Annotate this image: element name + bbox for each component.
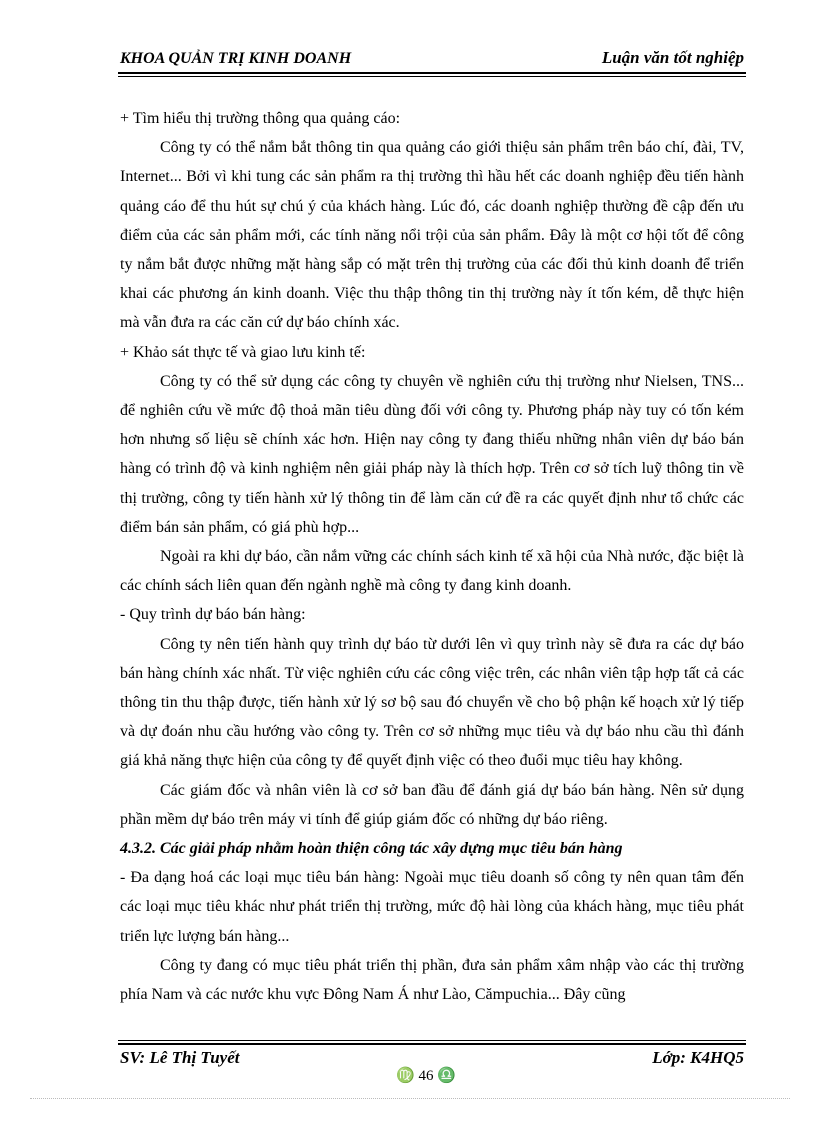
page-number-value: 46 xyxy=(418,1068,434,1084)
paragraph: Ngoài ra khi dự báo, cần nắm vững các chính sách kinh tế xã hội của Nhà nước, đặc biệt là các chính sách liên quan đến ngành nghề mà công ty đang kinh doanh. xyxy=(120,548,744,595)
paragraph: Công ty có thể sử dụng các công ty chuyên về nghiên cứu thị trường như Nielsen, TNS... để nghiên cứu về mức độ thoả mãn tiêu dùng đối với công ty. Phương pháp này tuy có tốn kém hơn nhưng số liệu sẽ chính xác hơn. Hiện nay công ty đang thiếu những nhân viên dự báo bán hàng có trình độ và kinh nghiệm nên giải pháp này là thích hợp. Trên cơ sở tích luỹ thông tin về thị trường, công ty tiến hành xử lý thông tin để làm căn cứ đề ra các quyết định như tổ chức các điểm bán sản phẩm, có giá phù hợp... xyxy=(120,372,744,536)
paragraph: - Quy trình dự báo bán hàng: xyxy=(120,606,306,624)
page-header xyxy=(120,46,746,72)
footer-student: SV: Lê Thị Tuyết xyxy=(120,1048,240,1067)
footer-rule xyxy=(118,1043,746,1045)
page-bottom-dotted-line xyxy=(30,1098,790,1099)
paragraph: + Khảo sát thực tế và giao lưu kinh tế: xyxy=(120,343,366,361)
paragraph: - Đa dạng hoá các loại mục tiêu bán hàng: Ngoài mục tiêu doanh số công ty nên quan tâm đến các loại mục tiêu khác như phát triển thị trường, mức độ hài lòng của khách hàng, mục tiêu phát triển lực lượng bán hàng... xyxy=(120,869,744,945)
header-rule-thin xyxy=(118,76,746,77)
paragraph: + Tìm hiểu thị trường thông qua quảng cáo: xyxy=(120,110,401,127)
paragraph: Công ty có thể nắm bắt thông tin qua quảng cáo giới thiệu sản phẩm trên báo chí, đài, TV, Internet... Bởi vì khi tung các sản phẩm ra thị trường thì hầu hết các doanh nghiệp đều tiến hành quảng cáo để thu hút sự chú ý của khách hàng. Lúc đó, các doanh nghiệp thường đề cập đến ưu điểm của các sản phẩm mới, các tính năng nổi trội của sản phẩm. Đây là một cơ hội tốt để công ty nắm bắt được những mặt hàng sắp có mặt trên thị trường của các đối thủ kinh doanh để triển khai các phương án kinh doanh. Việc thu thập thông tin thị trường này ít tốn kém, dễ thực hiện mà vẫn đưa ra các căn cứ dự báo chính xác. xyxy=(120,139,744,332)
header-faculty: KHOA QUẢN TRỊ KINH DOANH xyxy=(120,50,352,67)
header-rule xyxy=(118,72,746,74)
header-doc-type: Luận văn tốt nghiệp xyxy=(601,48,744,67)
virgo-icon: ♍ xyxy=(396,1068,415,1084)
page-number xyxy=(396,1066,456,1085)
paragraph: Công ty đang có mục tiêu phát triển thị phần, đưa sản phẩm xâm nhập vào các thị trường phía Nam và các nước khu vực Đông Nam Á như Lào, Cămpuchia... Đây cũng xyxy=(120,956,744,1004)
paragraph: Công ty nên tiến hành quy trình dự báo từ dưới lên vì quy trình này sẽ đưa ra các dự báo bán hàng chính xác nhất. Từ việc nghiên cứu các công việc trên, các nhân viên tập hợp tất cả các thông tin thu thập được, tiến hành xử lý sơ bộ sau đó chuyển về cho bộ phận kế hoạch xử lý tiếp và dự đoán nhu cầu hướng vào công ty. Trên cơ sở những mục tiêu và dự báo nhu cầu thì đánh giá khả năng thực hiện của công ty để quyết định việc có theo đuổi mục tiêu hay không. xyxy=(120,635,744,770)
footer-class: Lớp: K4HQ5 xyxy=(652,1048,744,1067)
paragraph: Các giám đốc và nhân viên là cơ sở ban đầu để đánh giá dự báo bán hàng. Nên sử dụng phần mềm dự báo trên máy vi tính để giúp giám đốc có những dự báo riêng. xyxy=(120,781,744,828)
section-heading: 4.3.2. Các giải pháp nhằm hoàn thiện công tác xây dựng mục tiêu bán hàng xyxy=(120,840,623,858)
footer-rule-thin xyxy=(118,1040,746,1041)
libra-icon: ♎ xyxy=(437,1068,456,1084)
body-text xyxy=(120,104,744,1009)
